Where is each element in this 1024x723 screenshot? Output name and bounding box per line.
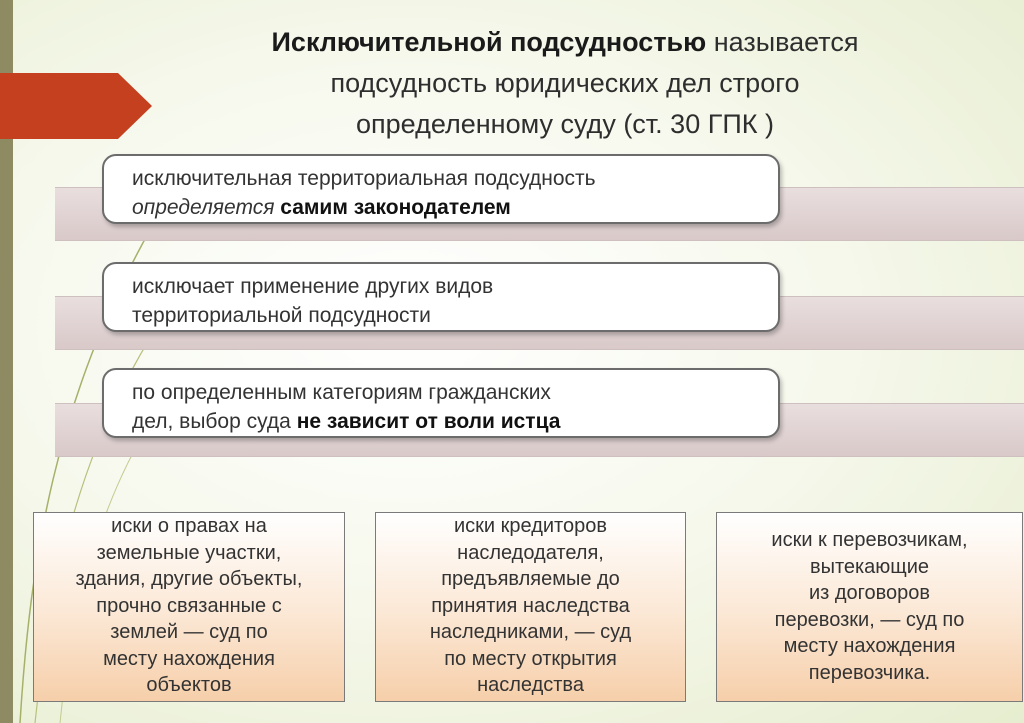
title-line-2: подсудность юридических дел строго [330,68,800,98]
card2-line: принятия наследства [431,594,630,617]
title-bold: Исключительной подсудностью [271,27,707,57]
card3-line: из договоров [808,582,931,604]
case-card-3 [716,512,1023,702]
card1-line: месту нахождения [103,647,275,670]
card3-line: перевозчика. [808,661,931,684]
statement-box-1 [102,154,780,224]
statement-box-2 [102,262,780,332]
card2-line: наследства [477,674,584,696]
box3-line1: по определенным категориям гражданских [132,381,551,404]
case-card-1 [33,512,345,702]
card3-line: месту нахождения [783,635,956,657]
box3-bold: не зависит от воли истца [296,410,561,433]
page-title [170,22,960,145]
card2-line: по месту открытия [444,647,617,670]
card1-line: здания, другие объекты, [75,568,303,590]
card3-line: перевозки, — суд по [774,608,965,631]
box2-line2: территориальной подсудности [132,304,431,327]
card1-line: земельные участки, [96,541,282,564]
card1-line: объектов [146,674,232,696]
title-line-3: определенному суду (ст. 30 ГПК ) [356,109,774,139]
card3-line: иски к перевозчикам, [771,529,968,551]
card1-line: прочно связанные с [96,594,282,617]
statement-box-3 [102,368,780,438]
card1-line: землей — суд по [110,621,268,643]
card1-line: иски о правах на [111,515,267,537]
box3-prefix: дел, выбор суда [132,410,297,433]
title-rest: называется [706,27,859,57]
card2-line: предъявляемые до [441,568,620,590]
card3-line: вытекающие [809,555,930,578]
case-card-2 [375,512,686,702]
card2-line: наследниками, — суд [429,621,632,643]
box2-line1: исключает применение других видов [132,275,494,298]
card2-line: иски кредиторов [454,515,607,537]
box1-italic: определяется [132,196,275,219]
card2-line: наследодателя, [457,541,604,564]
box1-bold: самим законодателем [280,196,511,219]
box1-line1: исключительная территориальная подсудность [132,167,596,190]
